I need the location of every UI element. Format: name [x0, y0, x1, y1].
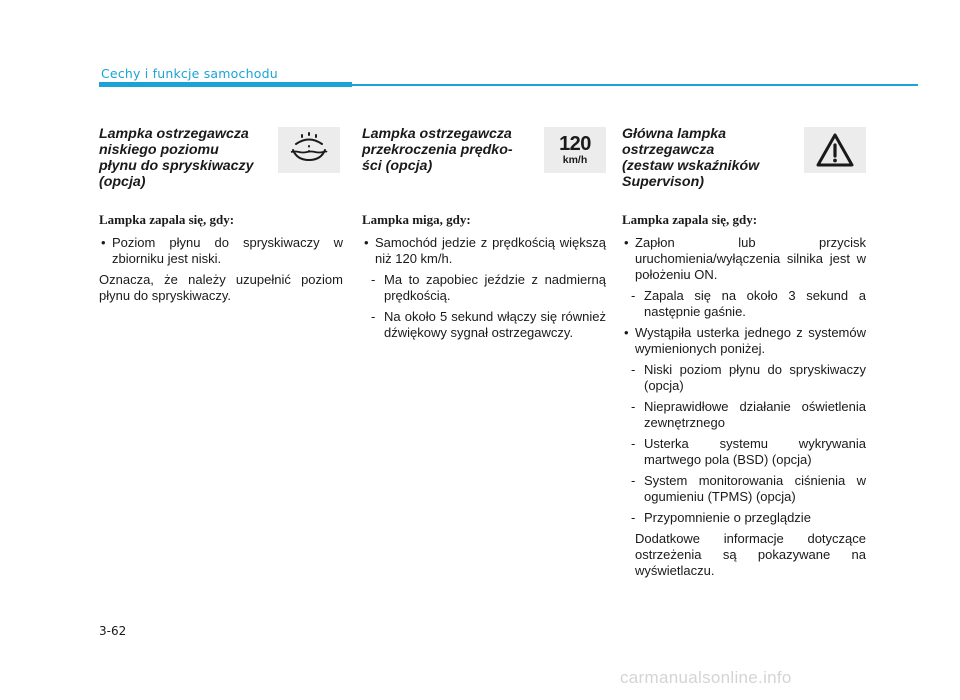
- column-washer-fluid-warning: [99, 126, 343, 309]
- dash-mark: -: [631, 362, 636, 377]
- column-master-warning: [622, 126, 866, 584]
- dash-mark: -: [631, 399, 636, 414]
- dash-mark: -: [371, 272, 376, 287]
- note-paragraph: Dodatkowe informacje dotyczące ostrzeżenia są pokazywane na wyświetlaczu.: [635, 531, 866, 578]
- title-line: Lampka ostrzegawcza: [99, 126, 249, 142]
- bullet-mark: •: [101, 235, 106, 250]
- title-line: płynu do spryskiwaczy: [99, 158, 254, 174]
- section-title: [362, 126, 534, 174]
- header-rule-thin: [352, 84, 918, 86]
- sub-item: [362, 309, 606, 341]
- dash-mark: -: [371, 309, 376, 324]
- overspeed-icon: [544, 127, 606, 173]
- list-item: [622, 235, 866, 283]
- sub-item: [362, 272, 606, 304]
- sub-item: [622, 510, 866, 526]
- list-item-text: Wystąpiła usterka jednego z systemów wymienionych poniżej.: [635, 325, 866, 356]
- title-line: niskiego poziomu: [99, 142, 219, 158]
- section-title: [622, 126, 794, 190]
- list-item: [99, 235, 343, 267]
- list-item: [622, 325, 866, 357]
- header-rule-thick: [99, 82, 352, 87]
- sub-item-text: Niski poziom płynu do spryskiwaczy (opcja): [644, 362, 866, 393]
- watermark: carmanualsonline.info: [620, 668, 792, 687]
- dash-mark: -: [631, 288, 636, 303]
- title-line: Supervison): [622, 174, 704, 190]
- list-item-text: Poziom płynu do spryskiwaczy w zbiorniku jest niski.: [112, 235, 343, 266]
- explanation-paragraph: Oznacza, że należy uzupełnić poziom płynu do spryskiwaczy.: [99, 272, 343, 303]
- dash-mark: -: [631, 510, 636, 525]
- condition-heading: Lampka miga, gdy:: [362, 212, 471, 227]
- sub-item-text: Na około 5 sekund włączy się również dźwiękowy sygnał ostrzegawczy.: [384, 309, 606, 340]
- speed-unit: km/h: [562, 154, 588, 167]
- sub-item-text: Nieprawidłowe działanie oświetlenia zewnętrznego: [644, 399, 866, 430]
- title-line: ści (opcja): [362, 158, 433, 174]
- section-title: [99, 126, 271, 190]
- sub-item: [622, 473, 866, 505]
- column-overspeed-warning: [362, 126, 606, 346]
- bullet-mark: •: [624, 325, 629, 340]
- page-number: 3-62: [99, 624, 127, 638]
- washer-fluid-icon: [278, 127, 340, 173]
- dash-mark: -: [631, 436, 636, 451]
- sub-item-text: Ma to zapobiec jeździe z nadmierną prędkością.: [384, 272, 606, 303]
- sub-item-text: Zapala się na około 3 sekund a następnie gaśnie.: [644, 288, 866, 319]
- title-line: (zestaw wskaźników: [622, 158, 760, 174]
- list-item-text: Zapłon lub przycisk uruchomienia/wyłączenia silnika jest w położeniu ON.: [635, 235, 866, 282]
- sub-item-text: Przypomnienie o przeglądzie: [644, 510, 811, 525]
- sub-item-text: Usterka systemu wykrywania martwego pola (BSD) (opcja): [644, 436, 866, 467]
- sub-item: [622, 399, 866, 431]
- bullet-mark: •: [624, 235, 629, 250]
- title-line: Główna lampka: [622, 126, 727, 142]
- speed-limit-value: 120: [559, 133, 591, 156]
- sub-item: [622, 436, 866, 468]
- title-line: ostrzegawcza: [622, 142, 715, 158]
- condition-heading: Lampka zapala się, gdy:: [622, 212, 758, 227]
- sub-item: [622, 362, 866, 394]
- title-line: Lampka ostrzegawcza: [362, 126, 512, 142]
- list-item-text: Samochód jedzie z prędkością większą niż 120 km/h.: [375, 235, 606, 266]
- title-line: przekroczenia prędko-: [362, 142, 513, 158]
- list-item: [362, 235, 606, 267]
- condition-heading: Lampka zapala się, gdy:: [99, 212, 235, 227]
- warning-triangle-icon: [804, 127, 866, 173]
- sub-item-text: System monitorowania ciśnienia w ogumieniu (TPMS) (opcja): [644, 473, 866, 504]
- dash-mark: -: [631, 473, 636, 488]
- title-line: (opcja): [99, 174, 146, 190]
- sub-item: [622, 288, 866, 320]
- bullet-mark: •: [364, 235, 369, 250]
- section-header: Cechy i funkcje samochodu: [101, 66, 278, 81]
